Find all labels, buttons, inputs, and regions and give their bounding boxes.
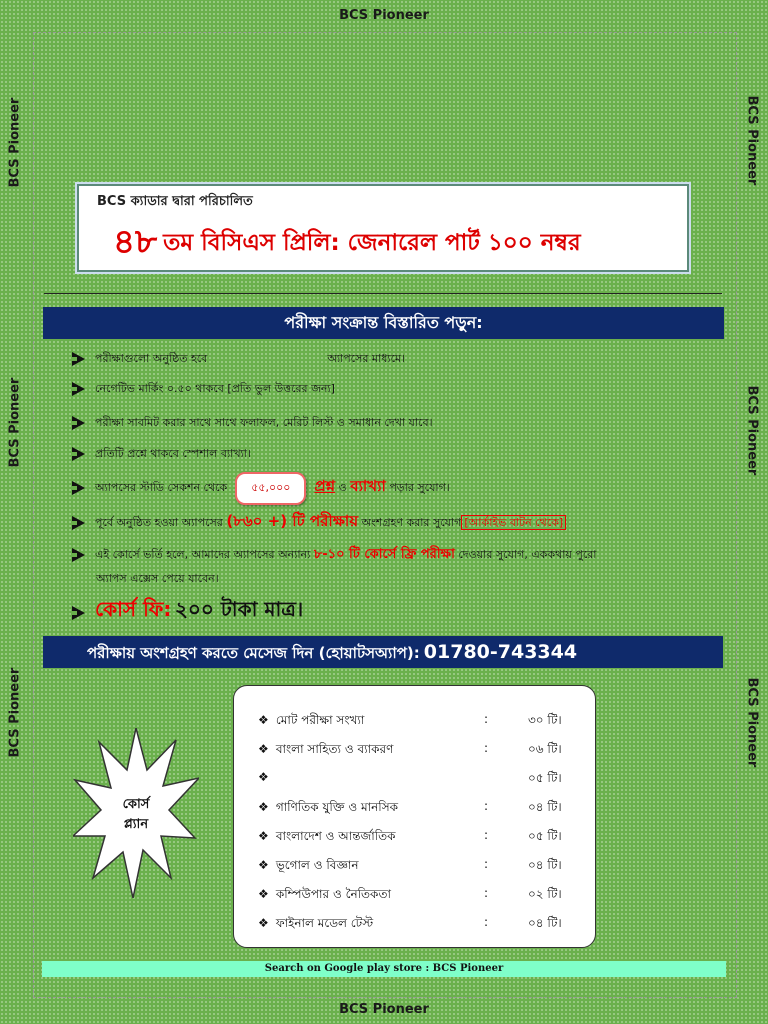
arrow-bullet-icon <box>72 481 85 495</box>
diamond-bullet-icon: ❖ <box>258 713 269 727</box>
contact-phone: 01780-743344 <box>423 641 578 663</box>
bullet-results <box>72 414 433 433</box>
arrow-bullet-icon <box>72 516 85 530</box>
bullet-text: পরীক্ষাগুলো অনুষ্ঠিত হবে <box>95 352 208 365</box>
plan-count: ০৪ টি। <box>528 800 562 814</box>
diamond-bullet-icon: ❖ <box>258 858 269 872</box>
watermark-bottom: BCS Pioneer <box>339 1002 429 1017</box>
divider-line <box>44 293 722 294</box>
diamond-bullet-icon: ❖ <box>258 770 269 784</box>
plan-row <box>258 915 579 935</box>
plan-label: মোট পরীক্ষা সংখ্যা <box>275 713 365 727</box>
header-title-text: তম বিসিএস প্রিলি: জেনারেল পার্ট ১০০ নম্বর <box>163 230 581 256</box>
plan-count: ০৬ টি। <box>528 742 562 756</box>
course-fee <box>72 595 303 628</box>
plan-count: ০৪ টি। <box>528 858 562 872</box>
header-number: ৪৮ <box>113 222 158 262</box>
plan-count: ৩০ টি। <box>528 713 562 727</box>
watermark-right-1: BCS Pioneer <box>744 95 760 186</box>
contact-text: পরীক্ষায় অংশগ্রহণ করতে মেসেজ দিন (হোয়াটসঅ্যাপ): <box>87 644 420 662</box>
free-courses-highlight: ৮-১০ টি কোর্সে ফ্রি পরীক্ষা <box>313 547 455 562</box>
diamond-bullet-icon: ❖ <box>258 742 269 756</box>
header-title-box <box>77 184 689 272</box>
plan-row <box>258 770 579 784</box>
bullet-text: ও <box>338 481 347 494</box>
plan-row <box>258 712 579 732</box>
watermark-top: BCS Pioneer <box>339 8 429 23</box>
exam-count-highlight: (৮৬০ +) টি পরীক্ষায় <box>226 512 359 530</box>
diamond-bullet-icon: ❖ <box>258 887 269 901</box>
plan-row <box>258 799 579 819</box>
plan-row <box>258 828 579 848</box>
arrow-bullet-icon <box>72 416 85 430</box>
bullet-archive-exams <box>72 510 566 535</box>
bullet-exam-mode <box>72 350 405 369</box>
header-title <box>113 216 581 273</box>
diamond-bullet-icon: ❖ <box>258 829 269 843</box>
badge-line2: প্ল্যান <box>123 817 149 832</box>
plan-label: বাংলা সাহিত্য ও ব্যাকরণ <box>275 742 394 756</box>
bullet-text: পরীক্ষা সাবমিট করার সাথে সাথে ফলাফল, মেরিট লিস্ট ও সমাধান দেখা যাবে। <box>95 416 433 429</box>
bullet-text: নেগেটিভ মার্কিং ০.৫০ থাকবে [প্রতি ভুল উত্তরের জন্য] <box>95 382 335 395</box>
question-count-pill: ৫৫,০০০ <box>235 472 306 505</box>
contact-banner <box>43 636 723 668</box>
bullet-text: পূর্বে অনুষ্ঠিত হওয়া অ্যাপসের <box>95 516 223 529</box>
starburst-shape <box>73 728 199 898</box>
bullet-study-section <box>72 472 450 505</box>
arrow-bullet-icon <box>72 606 85 620</box>
plan-label: কম্পিউপার ও নৈতিকতা <box>275 887 391 901</box>
bullet-negative-marking <box>72 380 335 399</box>
plan-row <box>258 741 579 761</box>
plan-row <box>258 857 579 877</box>
plan-colon: : <box>484 886 489 900</box>
badge-line1: কোর্স <box>122 797 150 812</box>
watermark-left-1: BCS Pioneer <box>7 97 23 188</box>
plan-label: বাংলাদেশ ও আন্তর্জাতিক <box>275 829 396 843</box>
course-plan-starburst <box>73 728 199 898</box>
bullet-free-courses-cont: অ্যাপস এক্সেস পেয়ে যাবেন। <box>96 572 219 585</box>
plan-colon: : <box>484 799 489 813</box>
plan-count: ০২ টি। <box>528 887 562 901</box>
watermark-left-2: BCS Pioneer <box>7 377 23 468</box>
arrow-bullet-icon <box>72 548 85 562</box>
watermark-right-2: BCS Pioneer <box>744 385 760 476</box>
bullet-text: অ্যাপসের মাধ্যমে। <box>327 352 406 365</box>
bullet-text: অ্যাপসের স্টাডি সেকশন থেকে <box>95 481 228 494</box>
plan-label: গাণিতিক যুক্তি ও মানসিক <box>275 800 399 814</box>
diamond-bullet-icon: ❖ <box>258 800 269 814</box>
plan-label: ফাইনাল মডেল টেস্ট <box>275 916 374 930</box>
question-word: প্রশ্ন <box>314 477 336 495</box>
bullet-free-courses <box>72 545 597 566</box>
plan-colon: : <box>484 712 489 726</box>
course-fee-label: কোর্স ফি: <box>95 597 172 621</box>
play-store-footer: Search on Google play store : BCS Pioneer <box>42 961 726 977</box>
arrow-bullet-icon <box>72 382 85 396</box>
bullet-text: এই কোর্সে ভর্তি হলে, আমাদের অ্যাপসের অন্যান্য <box>95 548 311 561</box>
header-subtitle: BCS ক্যাডার দ্বারা পরিচালিত <box>97 194 253 209</box>
section-banner: পরীক্ষা সংক্রান্ত বিস্তারিত পড়ুন: <box>43 307 724 339</box>
course-fee-value: ২০০ টাকা মাত্র। <box>174 597 304 621</box>
explanation-word: ব্যাখ্যা <box>350 477 386 495</box>
plan-colon: : <box>484 857 489 871</box>
course-plan-table <box>233 685 596 948</box>
bullet-text: অংশগ্রহণ করার সুযোগ <box>361 516 462 529</box>
watermark-right-3: BCS Pioneer <box>744 677 760 768</box>
bullet-explanation <box>72 445 251 464</box>
plan-colon: : <box>484 828 489 842</box>
watermark-left-3: BCS Pioneer <box>7 667 23 758</box>
archive-button-note: [আর্কাইভ বাটন থেকে] <box>461 515 566 530</box>
plan-count: ০৫ টি। <box>528 771 562 785</box>
plan-count: ০৪ টি। <box>528 916 562 930</box>
arrow-bullet-icon <box>72 352 85 366</box>
bullet-text: পড়ার সুযোগ। <box>389 481 450 494</box>
arrow-bullet-icon <box>72 447 85 461</box>
bullet-text: প্রতিটি প্রশ্নে থাকবে স্পেশাল ব্যাখ্যা। <box>95 447 251 460</box>
plan-count: ০৫ টি। <box>528 829 562 843</box>
plan-row <box>258 886 579 906</box>
bullet-text: দেওয়ার সুযোগ, এককথায় পুরো <box>458 548 597 561</box>
plan-label: ভূগোল ও বিজ্ঞান <box>275 858 359 872</box>
plan-colon: : <box>484 741 489 755</box>
plan-colon: : <box>484 915 489 929</box>
diamond-bullet-icon: ❖ <box>258 916 269 930</box>
